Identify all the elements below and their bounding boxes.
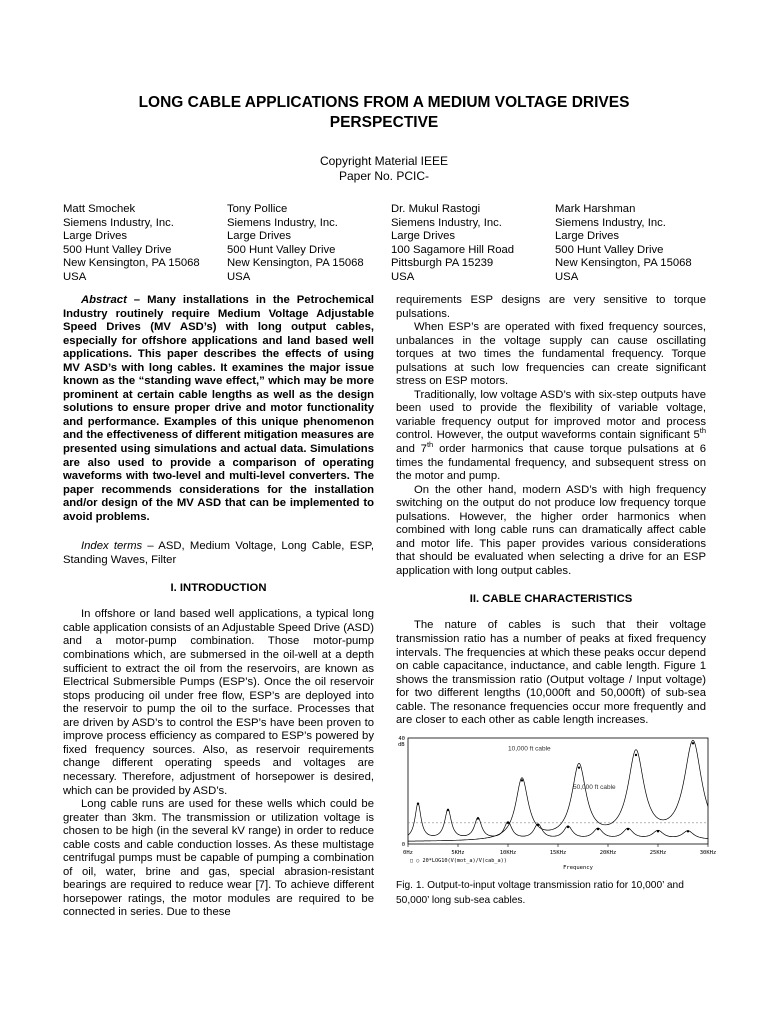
author-address: 500 Hunt Valley Drive <box>63 243 172 256</box>
author-block-3 <box>391 203 514 285</box>
trace-expression: □ ○ 20*LOG10(V(mot_a)/V(cab_a)) <box>410 857 507 864</box>
paper-title-line-1: LONG CABLE APPLICATIONS FROM A MEDIUM VOLTAGE DRIVES <box>138 94 630 111</box>
right-paragraph-3-part-b: and 7 <box>396 443 427 456</box>
y-tick-label: 40 <box>398 735 405 742</box>
author-division: Large Drives <box>555 230 620 243</box>
peak-marker-50000ft <box>567 826 569 828</box>
peak-marker-50000ft <box>477 817 479 819</box>
right-paragraph-2: When ESP’s are operated with fixed frequency sources, unbalances in the voltage supply can cause oscillating torques at two times the fundamental frequency. Torque pulsations at such low frequencies can create significant stress on ESP motors. <box>396 321 706 388</box>
author-name: Dr. Mukul Rastogi <box>391 203 481 215</box>
author-block-1 <box>63 203 200 285</box>
transmission-ratio-chart <box>396 732 721 872</box>
author-city: New Kensington, PA 15068 <box>555 257 692 270</box>
peak-marker-50000ft <box>627 828 629 830</box>
series-line-10000ft <box>408 740 708 841</box>
annotation-50000ft: 50,000 ft cable <box>573 783 616 791</box>
x-tick-label: 15KHz <box>549 849 567 856</box>
copyright-block <box>0 154 768 184</box>
right-column <box>396 294 717 908</box>
annotation-10000ft: 10,000 ft cable <box>508 745 551 753</box>
abstract <box>63 294 374 524</box>
figure-1-chart <box>396 732 721 872</box>
x-tick-label: 5KHz <box>451 849 465 856</box>
right-paragraph-4: On the other hand, modern ASD’s with high frequency switching on the output do not produce low frequency torque pulsations. However, the higher order harmonics when combined with long cable runs can dramatically affect cable and motor life. This paper provides various considerations that should be evaluated when selecting a drive for an ESP application with long output cables. <box>396 483 706 577</box>
peak-marker-50000ft <box>447 809 449 811</box>
x-tick-label: 30KHz <box>699 849 717 856</box>
series-line-50000ft <box>408 803 708 839</box>
author-city: Pittsburgh PA 15239 <box>391 257 494 270</box>
peak-marker-50000ft <box>597 828 599 830</box>
paper-title <box>60 93 708 133</box>
author-name: Mark Harshman <box>555 203 636 215</box>
author-block-4 <box>555 203 692 285</box>
abstract-label: Abstract <box>81 294 127 306</box>
x-tick-label: 20KHz <box>599 849 617 856</box>
author-name: Tony Pollice <box>227 203 288 215</box>
abstract-text: – Many installations in the Petrochemical Industry routinely require Medium Voltage Adjustable Speed Drives (MV ASD’s) with long output cables, especially for offshore applications and land based well applications. This paper describes the effects of using MV ASD’s with long cables. It examines the major issue known as the “standing wave effect,” which may be more prominent at certain cable lengths as well as the design solutions to ensure proper drive and motor functionality and performance. Examples of this unique phenomenon and the effectiveness of different mitigation measures are presented using simulations and actual data. Simulations are also used to provide a comparison of operating waveforms with two-level and multi-level converters. The paper recommends considerations for the installation and/or design of the MV ASD that can be implemented to avoid problems. <box>63 294 374 523</box>
x-tick-label: 10KHz <box>499 849 517 856</box>
paper-title-line-2: PERSPECTIVE <box>329 114 439 131</box>
author-country: USA <box>391 270 415 283</box>
peak-marker-10000ft <box>692 742 694 744</box>
superscript-th: th <box>699 426 706 436</box>
peak-marker-10000ft <box>521 779 523 781</box>
author-city: New Kensington, PA 15068 <box>63 257 200 270</box>
index-terms <box>63 540 374 567</box>
intro-paragraph-1: In offshore or land based well applications, a typical long cable application consists of an Adjustable Speed Drive (ASD) and a motor-pump combination. Those motor-pump combinations which, are submersed in the oil-well at a depth sufficient to extract the oil from the reservoirs, are known as Electrical Submersible Pumps (ESP’s). Once the oil reservoir stops producing oil under free flow, ESP’s are deployed into the reservoir to pump the oil to the surface. Processes that are driven by ASD’s to control the ESP’s have been proven to improve process efficiency as compared to ESP’s powered by fixed frequency sources. Also, as reservoir requirements change different operating speeds and voltages are necessary. Therefore, adjustment of horsepower is desired, which can be provided by ASD’s. <box>63 608 374 797</box>
author-company: Siemens Industry, Inc. <box>63 216 174 229</box>
index-terms-text: – ASD, Medium Voltage, Long Cable, ESP, Standing Waves, Filter <box>63 540 374 566</box>
figure-1-caption: Fig. 1. Output-to-input voltage transmission ratio for 10,000’ and 50,000’ long sub-sea cables. <box>396 879 684 906</box>
author-country: USA <box>63 270 87 283</box>
peak-marker-10000ft <box>635 754 637 756</box>
right-paragraph-3-part-a: Traditionally, low voltage ASD’s with six-step outputs have been used to provide the flexibility of variable voltage, variable frequency output for improved motor and process control. However, the output waveforms contain significant 5 <box>396 388 706 442</box>
left-column <box>63 294 374 920</box>
author-address: 500 Hunt Valley Drive <box>555 243 664 256</box>
copyright-text: Copyright Material IEEE <box>319 154 449 168</box>
author-block-2 <box>227 203 364 285</box>
author-address: 500 Hunt Valley Drive <box>227 243 336 256</box>
y-tick-label: 0 <box>401 841 405 848</box>
author-company: Siemens Industry, Inc. <box>227 216 338 229</box>
peak-marker-50000ft <box>657 830 659 832</box>
author-name: Matt Smochek <box>63 203 136 215</box>
section-heading-introduction: I. INTRODUCTION <box>170 582 267 595</box>
author-address: 100 Sagamore Hill Road <box>391 243 515 256</box>
x-tick-label: 25KHz <box>649 849 667 856</box>
y-axis-label: dB <box>398 741 405 748</box>
author-division: Large Drives <box>391 230 456 243</box>
right-paragraph-3-part-c: order harmonics that cause torque pulsations at 6 times the fundamental frequency, and subsequent stress on the motor and pump. <box>396 443 706 483</box>
superscript-th: th <box>426 440 434 450</box>
peak-marker-10000ft <box>578 766 580 768</box>
paper-number: Paper No. PCIC- <box>338 169 430 183</box>
peak-marker-50000ft <box>507 821 509 823</box>
index-terms-label: Index terms <box>81 540 143 553</box>
author-division: Large Drives <box>227 230 292 243</box>
author-company: Siemens Industry, Inc. <box>391 216 502 229</box>
author-country: USA <box>555 270 579 283</box>
section-heading-cable-characteristics: II. CABLE CHARACTERISTICS <box>469 593 633 606</box>
author-city: New Kensington, PA 15068 <box>227 257 364 270</box>
x-tick-label: 0Hz <box>403 849 413 856</box>
author-company: Siemens Industry, Inc. <box>555 216 666 229</box>
plot-frame <box>408 738 708 844</box>
peak-marker-50000ft <box>537 824 539 826</box>
right-paragraph-3 <box>396 389 706 484</box>
cable-paragraph-1: The nature of cables is such that their voltage transmission ratio has a number of peaks at fixed frequency intervals. The frequencies at which these peaks occur depend on cable capacitance, inductance, and cable length. Figure 1 shows the transmission ratio (Output voltage / Input voltage) for two different lengths (10,000ft and 50,000ft) of sub-sea cable. The resonance frequencies occur more frequently and are closer to each other as cable length increases. <box>396 619 706 727</box>
author-country: USA <box>227 270 251 283</box>
peak-marker-50000ft <box>687 830 689 832</box>
x-axis-label: Frequency <box>563 864 593 871</box>
right-paragraph-1: requirements ESP designs are very sensitive to torque pulsations. <box>396 294 706 320</box>
peak-marker-50000ft <box>417 802 419 804</box>
author-division: Large Drives <box>63 230 128 243</box>
intro-paragraph-2: Long cable runs are used for these wells which could be greater than 3km. The transmission or utilization voltage is chosen to be high (in the several kV range) in order to reduce cable costs and cable conduction losses. As these multistage centrifugal pumps must be capable of pumping a combination of oil, water, brine and gas, special abrasion-resistant bearings are required to reduce wear [7]. To achieve different horsepower ratings, the motor modules are required to be connected in series. Due to these <box>63 798 374 919</box>
